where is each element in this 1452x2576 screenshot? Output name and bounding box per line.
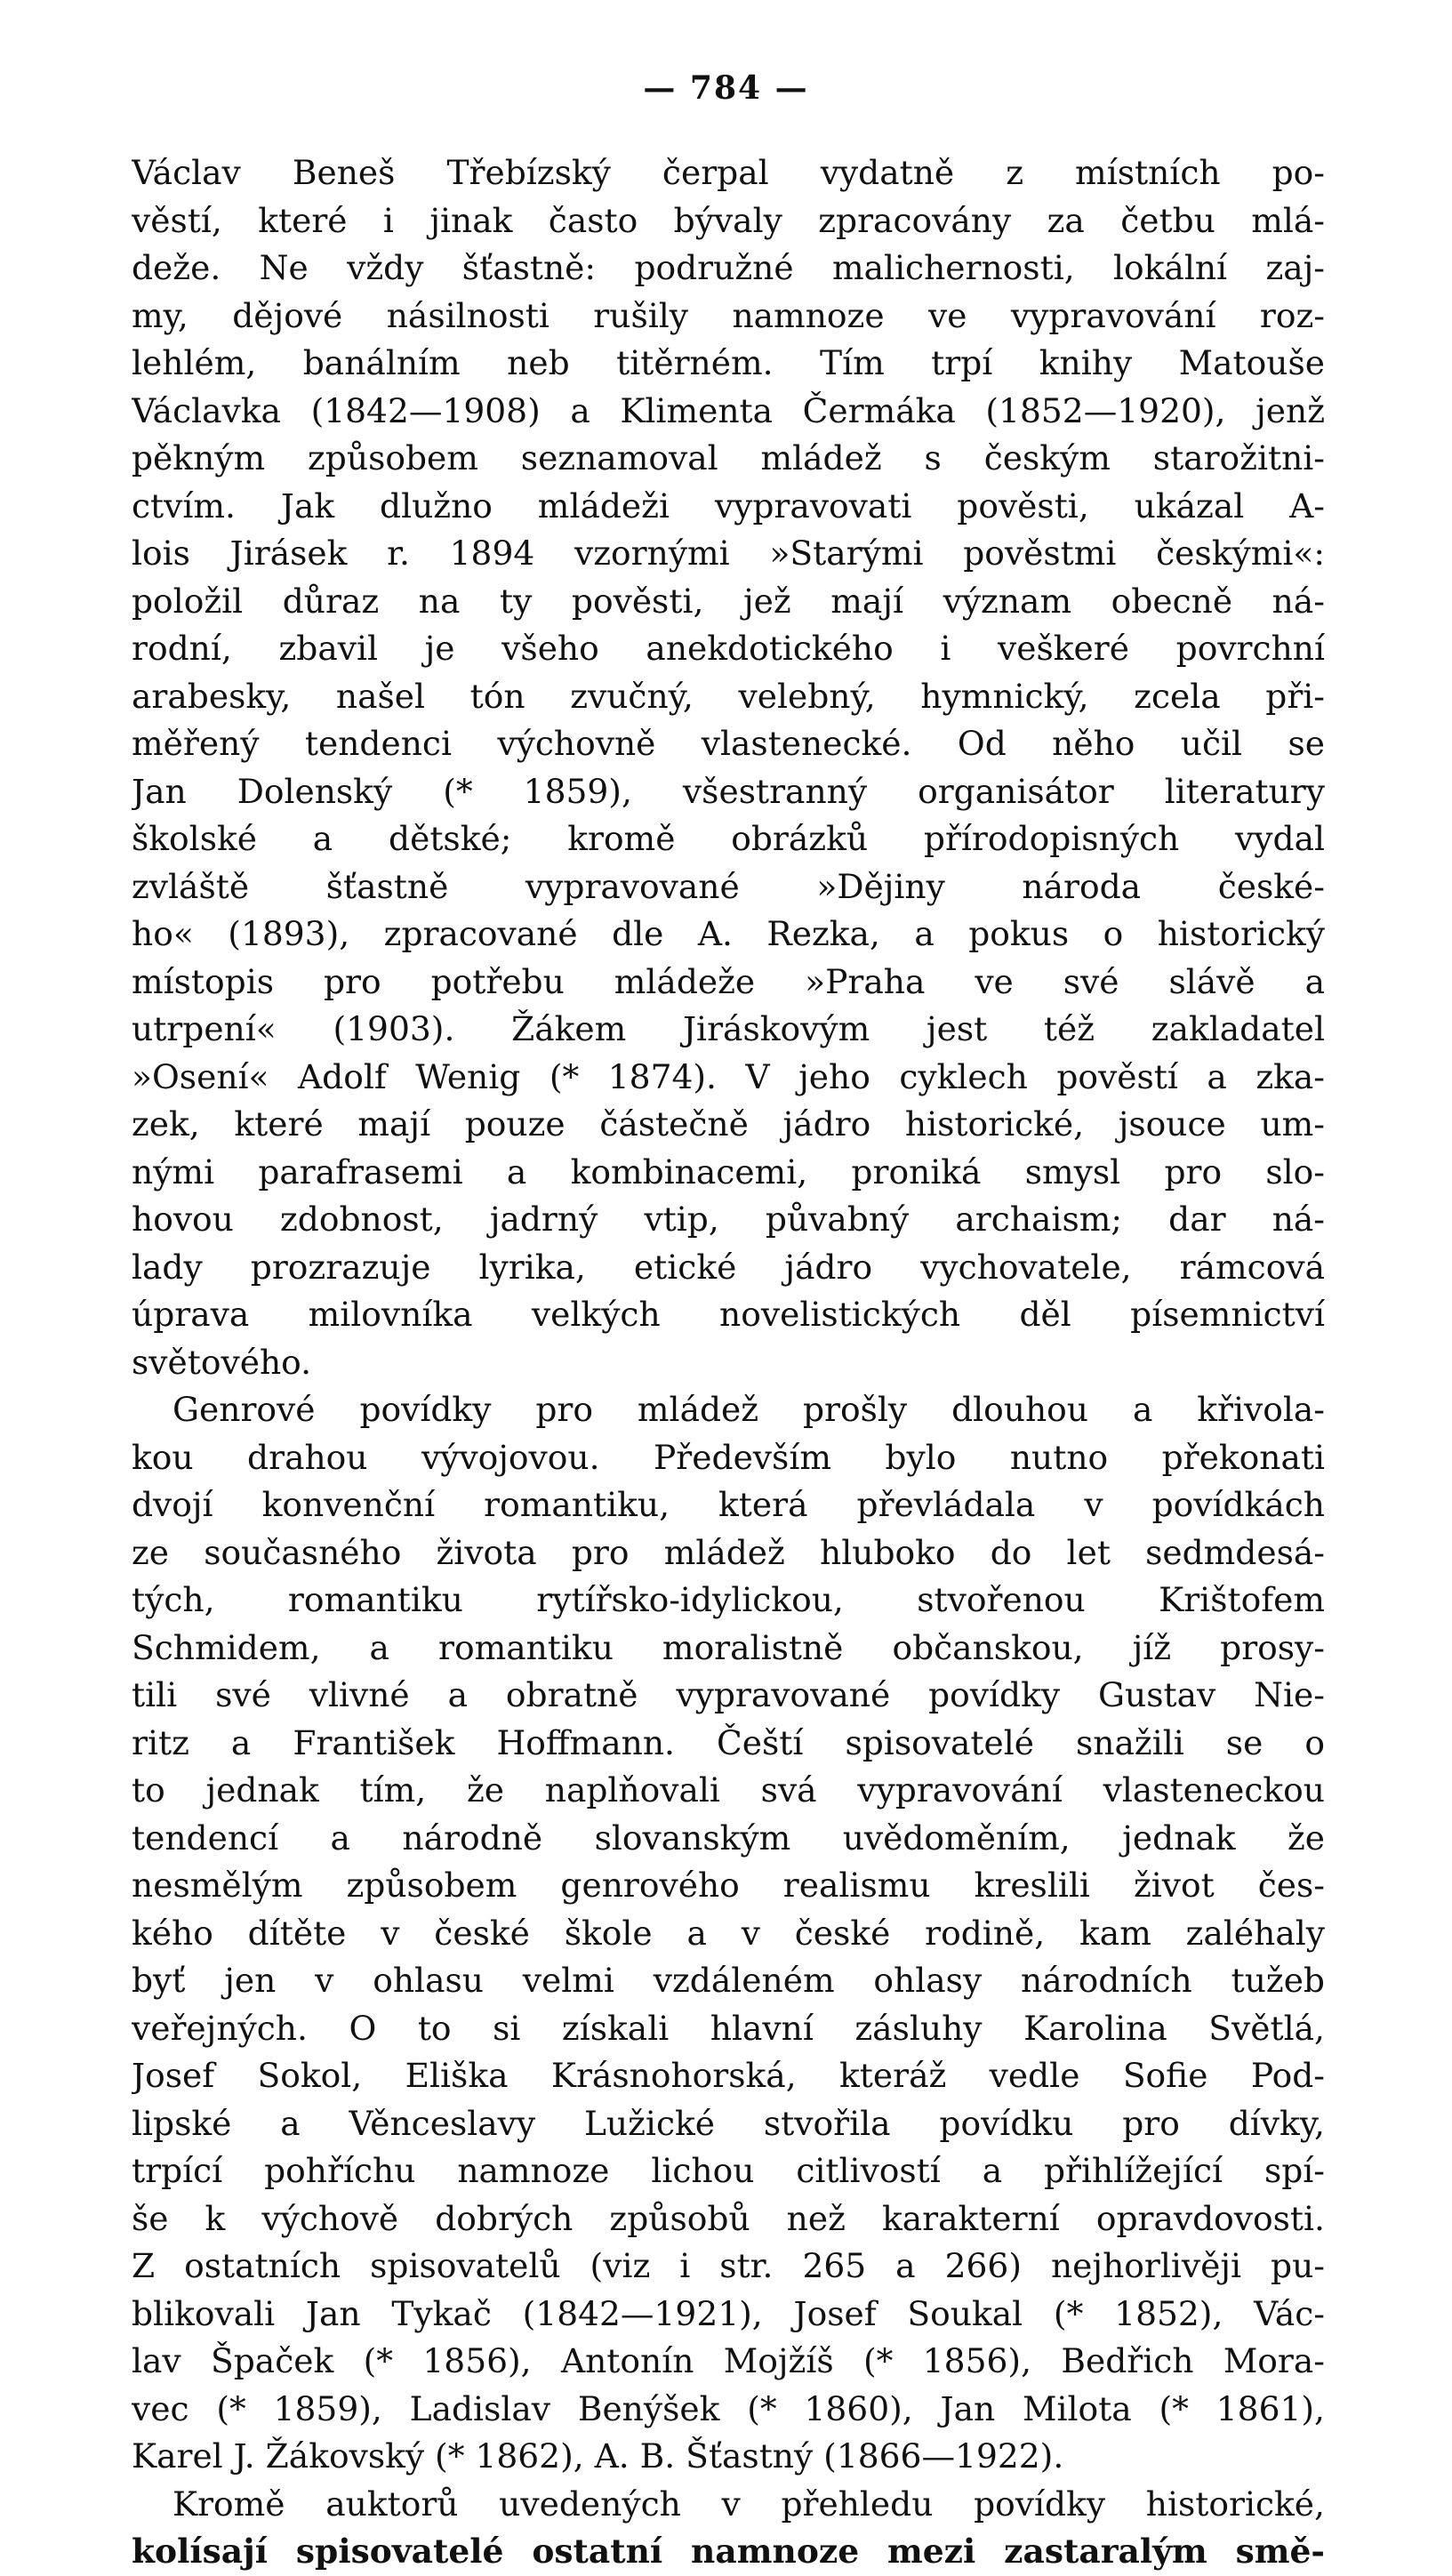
text-line: še k výchově dobrých způsobů než karakterní opravdovosti. — [132, 2198, 1325, 2238]
body-text — [132, 149, 1325, 2576]
text-line: školské a dětské; kromě obrázků přírodopisných vydal — [132, 819, 1325, 858]
text-line: měřený tendenci výchovně vlastenecké. Od něho učil se — [132, 724, 1325, 763]
text-line: lady prozrazuje lyrika, etické jádro vychovatele, rámcová — [132, 1247, 1325, 1287]
text-line: ze současného života pro mládež hluboko do let sedmdesá- — [132, 1532, 1325, 1572]
page-number: — 784 — — [643, 69, 809, 107]
text-line: my, dějové násilnosti rušily namnoze ve vypravování roz- — [132, 295, 1325, 335]
text-line: trpící pohříchu namnoze lichou citlivostí a přihlížející spí- — [132, 2151, 1325, 2190]
text-line: kou drahou vývojovou. Především bylo nutno překonati — [132, 1437, 1325, 1477]
text-line: arabesky, našel tón zvučný, velebný, hymnický, zcela při- — [132, 676, 1325, 716]
text-line: Václavka (1842—1908) a Klimenta Čermáka (1852—1920), jenž — [132, 390, 1325, 430]
text-line: byť jen v ohlasu velmi vzdáleném ohlasy národních tužeb — [132, 1961, 1325, 2000]
text-line: zek, které mají pouze částečně jádro historické, jsouce um- — [132, 1104, 1325, 1144]
text-line: Josef Sokol, Eliška Krásnohorská, kteráž vedle Sofie Pod- — [132, 2056, 1325, 2095]
text-line: lipské a Věnceslavy Lužické stvořila povídku pro dívky, — [132, 2103, 1325, 2143]
text-line: hovou zdobnost, jadrný vtip, půvabný archaism; dar ná- — [132, 1200, 1325, 1239]
text-line: ritz a František Hoffmann. Čeští spisovatelé snažili se o — [132, 1722, 1325, 1762]
text-line: světového. — [132, 1342, 312, 1382]
text-line: Karel J. Žákovský (* 1862), A. B. Šťastný (1866—1922). — [132, 2436, 1064, 2476]
text-line: tili své vlivné a obratně vypravované povídky Gustav Nie- — [132, 1675, 1325, 1714]
text-line: Genrové povídky pro mládež prošly dlouhou a křivola- — [172, 1390, 1325, 1429]
text-line: pěkným způsobem seznamoval mládež s českým starožitni- — [132, 438, 1325, 477]
text-line: Z ostatních spisovatelů (viz i str. 265 a 266) nejhorlivěji pu- — [132, 2246, 1325, 2285]
text-line: lois Jirásek r. 1894 vzornými »Starými pověstmi českými«: — [132, 534, 1325, 573]
text-line: veřejných. O to si získali hlavní zásluhy Karolina Světlá, — [132, 2008, 1325, 2048]
text-line: úprava milovníka velkých novelistických děl písemnictví — [132, 1295, 1325, 1334]
text-line: vec (* 1859), Ladislav Benýšek (* 1860), Jan Milota (* 1861), — [132, 2388, 1325, 2428]
text-line: položil důraz na ty pověsti, jež mají význam obecně ná- — [132, 581, 1325, 621]
text-line: nými parafrasemi a kombinacemi, proniká smysl pro slo- — [132, 1152, 1325, 1192]
text-line: kého dítěte v české škole a v české rodině, kam zaléhaly — [132, 1913, 1325, 1953]
text-line: lehlém, banálním neb titěrném. Tím trpí knihy Matouše — [132, 343, 1325, 382]
text-line: kolísají spisovatelé ostatní namnoze mezi zastaralým smě- — [132, 2532, 1325, 2571]
text-line: Kromě auktorů uvedených v přehledu povídky historické, — [172, 2484, 1325, 2524]
text-line: ctvím. Jak dlužno mládeži vypravovati pověsti, ukázal A- — [132, 486, 1325, 526]
text-line: dvojí konvenční romantiku, která převládala v povídkách — [132, 1485, 1325, 1524]
text-line: Václav Beneš Třebízský čerpal vydatně z místních po- — [132, 153, 1325, 192]
text-line: zvláště šťastně vypravované »Dějiny národa české- — [132, 866, 1325, 906]
text-line: Schmidem, a romantiku moralistně občanskou, jíž prosy- — [132, 1627, 1325, 1667]
text-line: lav Špaček (* 1856), Antonín Mojžíš (* 1856), Bedřich Mora- — [132, 2341, 1325, 2380]
text-line: »Osení« Adolf Wenig (* 1874). V jeho cyklech pověstí a zka- — [132, 1056, 1325, 1096]
text-line: tendencí a národně slovanským uvědoměním, jednak že — [132, 1818, 1325, 1858]
text-line: nesmělým způsobem genrového realismu kreslili život čes- — [132, 1866, 1325, 1905]
text-line: utrpení« (1903). Žákem Jiráskovým jest též zakladatel — [132, 1009, 1325, 1048]
text-line: rodní, zbavil je všeho anekdotického i veškeré povrchní — [132, 629, 1325, 668]
text-line: blikovali Jan Tykač (1842—1921), Josef Soukal (* 1852), Vác- — [132, 2293, 1325, 2333]
text-line: místopis pro potřebu mládeže »Praha ve své slávě a — [132, 961, 1325, 1001]
text-line: deže. Ne vždy šťastně: podružné malichernosti, lokální zaj- — [132, 248, 1325, 287]
text-line: tých, romantiku rytířsko-idylickou, stvořenou Krištofem — [132, 1580, 1325, 1619]
text-line: ho« (1893), zpracované dle A. Rezka, a pokus o historický — [132, 914, 1325, 953]
text-line: věstí, které i jinak často bývaly zpracovány za četbu mlá- — [132, 200, 1325, 240]
text-line: Jan Dolenský (* 1859), všestranný organisátor literatury — [132, 771, 1325, 811]
text-line: to jednak tím, že naplňovali svá vypravování vlasteneckou — [132, 1770, 1325, 1810]
